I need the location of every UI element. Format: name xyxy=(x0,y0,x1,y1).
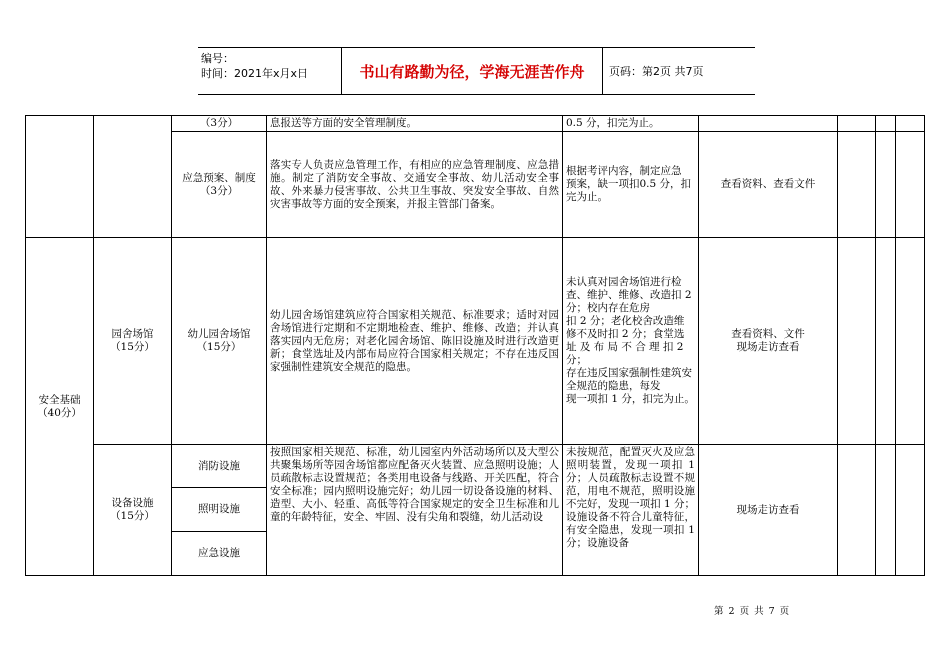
item-cell: 照明设施 xyxy=(172,488,267,532)
subcategory-cell-prev xyxy=(94,116,172,238)
blank-cell xyxy=(896,132,925,238)
content-cell: 落实专人负责应急管理工作，有相应的应急管理制度、应急措施。制定了消防安全事故、交通安全事故、幼儿活动安全事故、外来暴力侵害事故、公共卫生事故、突发安全事故、自然灾害事故等方面的安全预案，并报主管部门备案。 xyxy=(267,132,563,238)
item-cell: 幼儿园舍场馆 （15分） xyxy=(172,238,267,445)
table-row xyxy=(26,238,925,445)
item-cell: 应急预案、制度 （3分） xyxy=(172,132,267,238)
content-cell: 按照国家相关规范、标准，幼儿园室内外活动场所以及大型公共聚集场所等园舍场馆都应配备灭火装置、应急照明设施；人员疏散标志设置规范；各类用电设备与线路、开关匹配，符合安全标准；园内照明设施完好；幼儿园一切设备设施的材料、造型、大小、轻重、高低等符合国家规定的安全卫生标准和儿童的年龄特征，安全、牢固、没有尖角和裂缝，幼儿活动设 xyxy=(267,445,563,576)
criteria-cell: 根据考评内容，制定应急 预案，缺一项扣0.5 分，扣完为止。 xyxy=(563,132,699,238)
item-cell: （3分） xyxy=(172,116,267,132)
table-row xyxy=(26,116,925,132)
content-cell: 幼儿园舍场馆建筑应符合国家相关规范、标准要求；适时对园舍场馆进行定期和不定期地检查、维护、维修、改造；并认真落实园内无危房；对老化园舍场馆、陈旧设施及时进行改造更新；食堂选址及内部布局应符合国家相关规定；不存在违反国家强制性建筑安全规范的隐患。 xyxy=(267,238,563,445)
header-meta xyxy=(198,48,341,94)
subcategory-cell: 设备设施 （15分） xyxy=(94,445,172,576)
criteria-cell: 0.5 分，扣完为止。 xyxy=(563,116,699,132)
header-motto: 书山有路勤为径，学海无涯苦作舟 xyxy=(341,48,603,94)
method-cell xyxy=(699,116,838,132)
blank-cell xyxy=(838,445,876,576)
blank-cell xyxy=(896,445,925,576)
blank-cell xyxy=(896,116,925,132)
criteria-cell: 未认真对园舍场馆进行检查、维护、维修、改造扣 2 分；校内存在危房 扣 2 分；老化校舍改造维 修不及时扣 2 分；食堂选 址 及 布 局 不 合 理 扣 2 分； 存在违反国家强制性建筑安全规范的隐患，每发 现一项扣 1 分，扣完为止。 xyxy=(563,238,699,445)
table-row xyxy=(26,445,925,488)
blank-cell xyxy=(876,116,896,132)
blank-cell xyxy=(838,132,876,238)
blank-cell xyxy=(876,238,896,445)
blank-cell xyxy=(838,116,876,132)
method-cell: 查看资料、文件 现场走访查看 xyxy=(699,238,838,445)
method-cell: 查看资料、查看文件 xyxy=(699,132,838,238)
document-number-label: 编号： xyxy=(201,52,234,65)
category-cell-prev xyxy=(26,116,94,238)
method-cell: 现场走访查看 xyxy=(699,445,838,576)
document-time-label: 时间：2021年x月x日 xyxy=(201,67,309,80)
blank-cell xyxy=(876,445,896,576)
item-cell: 消防设施 xyxy=(172,445,267,488)
content-cell: 息报送等方面的安全管理制度。 xyxy=(267,116,563,132)
blank-cell xyxy=(838,238,876,445)
page-header xyxy=(198,47,755,95)
evaluation-table xyxy=(25,115,925,576)
blank-cell xyxy=(876,132,896,238)
category-cell: 安全基础 （40分） xyxy=(26,238,94,576)
blank-cell xyxy=(896,238,925,445)
subcategory-cell: 园舍场馆 （15分） xyxy=(94,238,172,445)
item-cell: 应急设施 xyxy=(172,532,267,576)
page-footer: 第 2 页 共 7 页 xyxy=(714,606,791,617)
header-page-code: 页码：第2页 共7页 xyxy=(609,65,704,78)
criteria-cell: 未按规范，配置灭火及应急照明装置，发现一项扣 1 分；人员疏散标志设置不规范，用电不规范，照明设施不完好，发现一项扣 1 分；设施设备不符合儿童特征，有安全隐患，发现一项扣 1 分；设施设备 xyxy=(563,445,699,576)
